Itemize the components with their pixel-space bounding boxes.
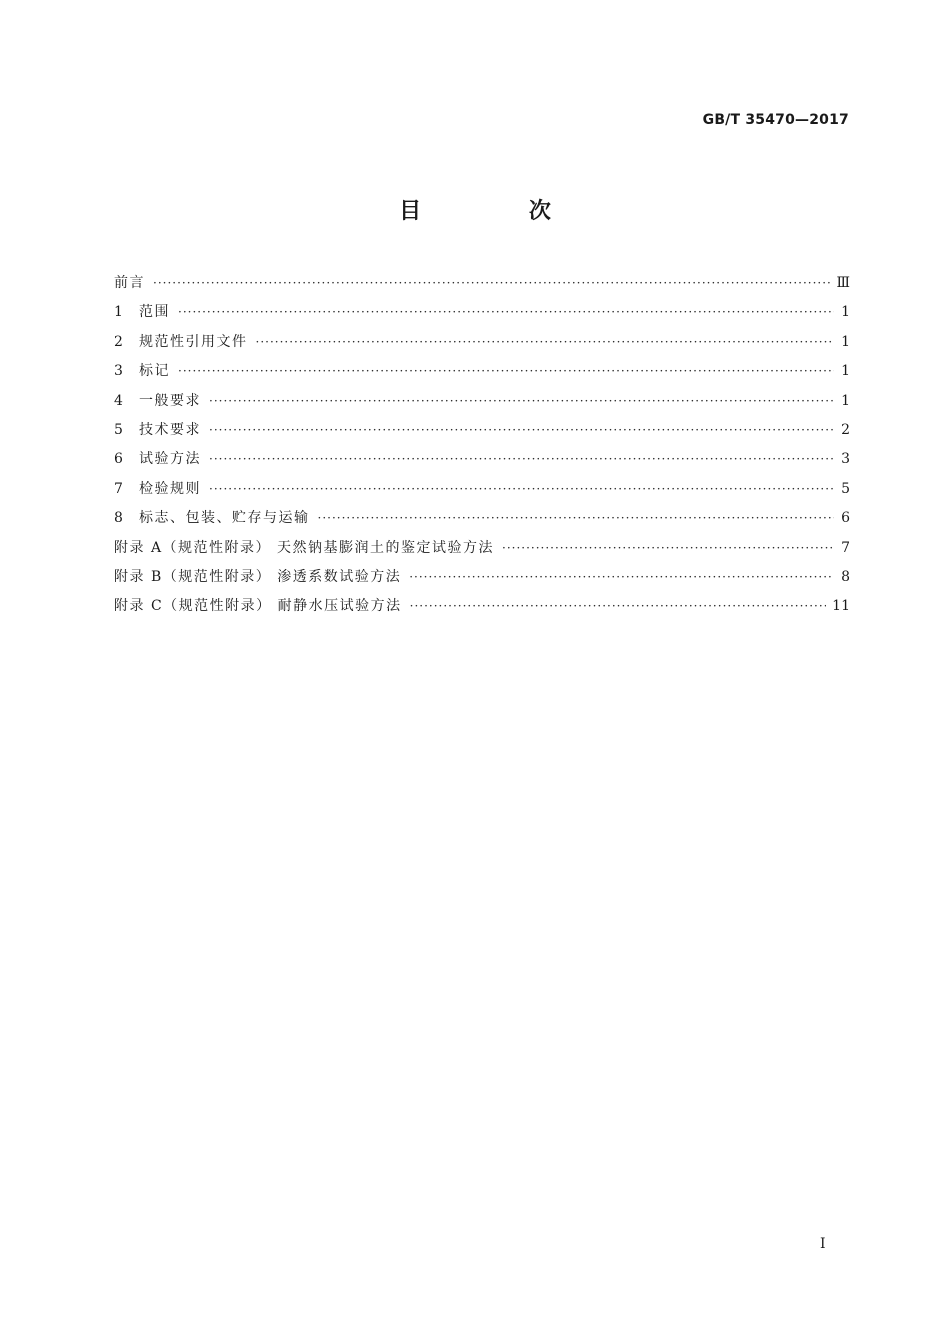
toc-entry-1[interactable]: [114, 302, 850, 331]
toc-entry-page: 7: [841, 539, 850, 556]
toc-entry-label: 试验方法: [139, 451, 201, 468]
toc-leader-dots: [410, 596, 827, 616]
toc-entry-page: 11: [832, 598, 850, 615]
toc-entry-label: 标记: [139, 363, 170, 380]
toc-entry-label: 附录 C（规范性附录） 耐静水压试验方法: [114, 598, 402, 615]
toc-entry-8[interactable]: [114, 508, 850, 537]
toc-leader-dots: [209, 420, 834, 440]
toc-entry-foreword[interactable]: [114, 273, 850, 302]
toc-entry-appendix-b[interactable]: [114, 567, 850, 596]
toc-entry-number: 5: [114, 421, 123, 438]
toc-entry-7[interactable]: [114, 479, 850, 508]
toc-entry-label: 一般要求: [139, 392, 201, 409]
toc-entry-label: 前言: [114, 275, 145, 291]
toc-leader-dots: [409, 567, 834, 587]
toc-entry-page: Ⅲ: [836, 275, 850, 291]
toc-entry-5[interactable]: [114, 420, 850, 449]
toc-entry-number: 4: [114, 392, 123, 409]
toc-entry-appendix-a[interactable]: [114, 538, 850, 567]
toc-entry-appendix-c[interactable]: [114, 596, 850, 625]
toc-entry-label: 规范性引用文件: [139, 333, 248, 350]
toc-entry-page: 1: [841, 392, 850, 409]
page-number: Ⅰ: [820, 1236, 826, 1252]
toc-entry-number: 2: [114, 333, 123, 350]
toc-leader-dots: [178, 361, 834, 381]
toc-entry-label: 范围: [139, 304, 170, 321]
toc-leader-dots: [178, 302, 834, 322]
toc-entry-page: 1: [841, 363, 850, 380]
toc-entry-page: 1: [841, 333, 850, 350]
toc-leader-dots: [153, 273, 830, 293]
toc-entry-number: 7: [114, 480, 123, 497]
toc-entry-page: 8: [841, 568, 850, 585]
toc-entry-page: 6: [841, 510, 850, 527]
toc-leader-dots: [209, 479, 834, 499]
toc-entry-page: 3: [841, 451, 850, 468]
toc-entry-number: 8: [114, 510, 123, 527]
toc-entry-page: 2: [841, 421, 850, 438]
toc-entry-3[interactable]: [114, 361, 850, 390]
toc-entry-6[interactable]: [114, 449, 850, 478]
toc-entry-number: 1: [114, 304, 123, 321]
toc-entry-2[interactable]: [114, 332, 850, 361]
toc-entry-label: 附录 B（规范性附录） 渗透系数试验方法: [114, 568, 402, 585]
toc-leader-dots: [209, 391, 834, 411]
toc-leader-dots: [256, 332, 835, 352]
standard-number: GB/T 35470—2017: [702, 112, 849, 128]
toc-leader-dots: [318, 508, 835, 528]
toc-entry-label: 标志、包装、贮存与运输: [139, 510, 310, 527]
toc-entry-number: 3: [114, 363, 123, 380]
toc-entry-label: 检验规则: [139, 480, 201, 497]
toc-entry-page: 5: [841, 480, 850, 497]
toc-leader-dots: [502, 538, 834, 558]
toc-entry-page: 1: [841, 304, 850, 321]
toc-entry-label: 技术要求: [139, 421, 201, 438]
page-title: 目 次: [399, 199, 601, 224]
toc-leader-dots: [209, 449, 834, 469]
table-of-contents: [114, 273, 850, 626]
toc-entry-4[interactable]: [114, 391, 850, 420]
toc-entry-number: 6: [114, 451, 123, 468]
toc-entry-label: 附录 A（规范性附录） 天然钠基膨润土的鉴定试验方法: [114, 539, 495, 556]
